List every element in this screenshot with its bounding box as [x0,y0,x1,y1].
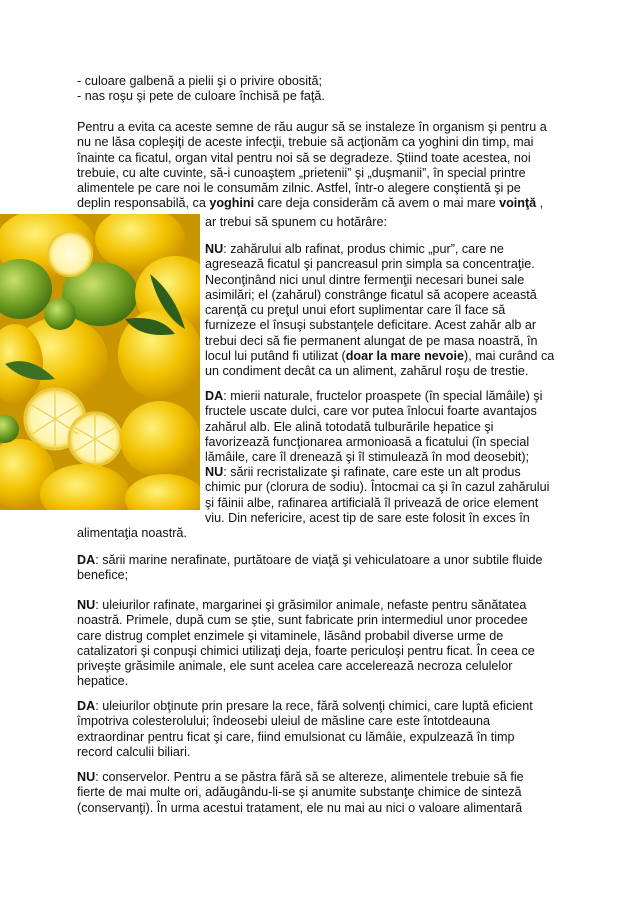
text-line: trebuie, cu alte cuvinte, să-i cunoaştem „prietenii” şi „duşmanii”, în special printre [77,165,526,180]
section-nu-salt: NU: sării recristalizate şi rafinate, care este un alt produs chimic pur (clorura de sodiu). Întocmai ca şi în cazul zahărului şi făinii albe, rafinarea artificială îl privează de orice element viu. Din nefericire, acest tip de sare este folosit în exces în [205,465,562,526]
section-da-sea-salt: DA: sării marine nerafinate, purtătoare de viaţă şi vehiculatoare a unor subtile fluide benefice; [77,553,559,584]
text-line: catalizatori şi conpuşi chimici utilizaţi deja, foarte periculoşi pentru ficat. În ceea ce [77,643,535,658]
intro-line: - culoare galbenă a pielii şi o privire obosită; [77,74,323,88]
section-da-honey: DA: mierii naturale, fructelor proaspete (în special lămâile) şi fructele uscate dulci, care vor putea înlocui foarte avantajos zahărul alb. Ele alină totodată tulburările hepatice şi favorizează funcţionarea armonioasă a ficatului (în special lămâile, care îl drenează şi îl stimulează în mod deosebit); [205,389,562,465]
da-label: DA [77,699,96,713]
text-line: benefice; [77,568,129,583]
text-line: favorizează funcţionarea armonioasă a ficatului (în special [205,434,530,449]
text-line: viu. Din nefericire, acest tip de sare este folosit în exces în [205,510,530,525]
intro-list [77,74,559,105]
text-line: nu ne lăsa copleşiţi de aceste infecţii, trebuie să acţionăm ca yoghini din timp, mai [77,135,534,150]
text-line: (conservanţi). În urma acestui tratament, ele nu mai au nici o valoare alimentară [77,800,523,815]
da-label: DA [77,553,96,567]
text-line: extraordinar pentru ficat şi care, fiind emulsionat cu lămâie, expulzează în timp [77,729,515,744]
text-line: furnizeze el însuşi substanţele deficitare. Acest zahăr alb ar [205,318,537,333]
text-line: agresează ficatul şi pancreasul prin simpla sa concentraţie. [205,257,535,272]
section-nu-salt-tail [77,526,559,541]
intro-line: - nas roşu şi pete de culoare închisă pe faţă. [77,89,325,104]
text-line: trebui deci să fie permanent alungat de pe masa noastră, în [205,333,538,348]
lemons-photo [0,214,200,510]
text-line: care distrug complet enzimele şi vitaminele, lăsând probabil diverse urme de [77,628,504,643]
text-line: zahărul alb. Ele alină totodată tulburările hepatice şi [205,419,494,434]
text-line: locul lui putând fi utilizat (doar la mare nevoie), mai curând ca [205,349,555,364]
text-line: înainte ca ficatul, organ vital pentru noi să se degradeze. Ştiind toate acestea, noi [77,150,531,165]
text-line: hepatice. [77,674,129,689]
text-line: alimentele pe care noi le consumăm zilnic. Astfel, într-o alegere conştientă şi pe [77,181,521,196]
nu-label: NU [77,598,96,612]
text-line: şi făinii albe, rafinarea artificială îl privează de orice element [205,495,539,510]
section-da-cold-pressed: DA: uleiurilor obţinute prin presare la rece, fără solvenţi chimici, care luptă eficient împotriva colesterolului; îndeosebi uleiul de măsline care este întotdeauna extraordinar pentru ficat şi care, fiind emulsionat cu lămâie, expulzează în timp record calculii biliari. [77,699,559,760]
text-line: asimilări; el (zahărul) constrânge ficatul să acopere această [205,287,537,302]
text-line: împotriva colesterolului; îndeosebi uleiul de măsline care este întotdeauna [77,714,491,729]
text-line: deplin responsabilă, ca yoghini care deja considerăm că avem o mai mare voinţă , [77,196,544,211]
paragraph-continuation [205,215,562,230]
text-line: fierte de mai multe ori, adăugându-li-se şi anumite substanţe chimice de sinteză [77,785,522,800]
nu-label: NU [77,770,96,784]
bold-yoghini: yoghini [209,196,255,211]
text-line: record calculii biliari. [77,744,191,759]
text-line: priveşte grăsimile animale, ele sunt acelea care accelerează necroza celulelor [77,659,513,674]
text-line: noastră. Primele, după cum se ştie, sunt fabricate prin intermediul unor procedee [77,613,528,628]
bold-emphasis: doar la mare nevoie [345,349,464,364]
text-line: Pentru a evita ca aceste semne de rău augur să se instaleze în organism şi pentru a [77,120,547,134]
nu-label: NU [205,465,224,479]
paragraph-intro [77,120,559,212]
text-line: alimentaţia noastră. [77,526,187,540]
text-line: un condiment decât ca un aliment, zahărul roşu de trestie. [205,364,529,379]
text-line: carenţă cu preţul unui efort suplimentar care îl face să [205,303,506,318]
text-line: Neconţinând nici unul dintre fermenţii necesari bunei sale [205,272,525,287]
nu-label: NU [205,242,224,256]
text-line: fructele uscate dulci, care vor putea înlocui foarte avantajos [205,404,537,419]
text-line: ar trebui să spunem cu hotărâre: [205,215,388,229]
bold-vointa: voinţă [499,196,537,211]
text-line: lămâile, care îl drenează şi îl stimulează în mod deosebit); [205,450,530,465]
section-nu-oils: NU: uleiurilor rafinate, margarinei şi grăsimilor animale, nefaste pentru sănătatea noastră. Primele, după cum se ştie, sunt fabricate prin intermediul unor procedee care distrug complet enzimele şi vitaminele, lăsând probabil diverse urme de catalizatori şi conpuşi chimici utilizaţi deja, foarte periculoşi pentru ficat. În ceea ce priveşte grăsimile animale, ele sunt acelea care accelerează necroza celulelor hepatice. [77,598,559,690]
section-nu-canned: NU: conservelor. Pentru a se păstra fără să se altereze, alimentele trebuie să fie fierte de mai multe ori, adăugându-li-se şi anumite substanţe chimice de sinteză (conservanţi). În urma acestui tratament, ele nu mai au nici o valoare alimentară [77,770,559,816]
da-label: DA [205,389,224,403]
text-line: chimic pur (clorura de sodiu). Întocmai ca şi în cazul zahărului [205,480,550,495]
section-nu-sugar: NU: zahărului alb rafinat, produs chimic „pur”, care ne agresează ficatul şi pancreasul prin simpla sa concentraţie. Neconţinând nici unul dintre fermenţii necesari bunei sale asimilări; el (zahărul) constrânge ficatul să acopere această carenţă cu preţul unui efort suplimentar care îl face să furnizeze el însuşi substanţele deficitare. Acest zahăr alb ar trebui deci să fie permanent alungat de pe masa noastră, în locul lui putând fi utilizat (doar la mare nevoie), mai curând ca un condiment decât ca un aliment, zahărul roşu de trestie. [205,242,562,380]
